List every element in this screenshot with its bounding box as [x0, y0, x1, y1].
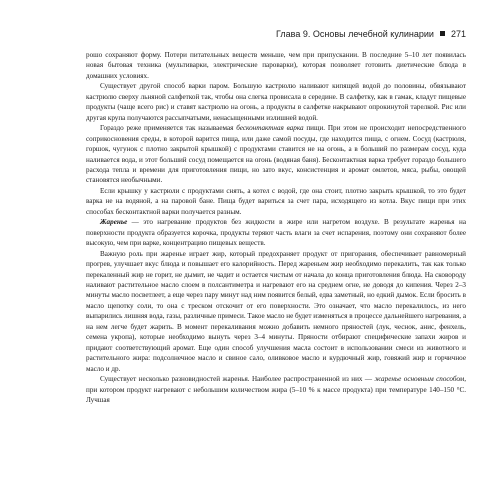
text-run: , при котором продукт нагревают с небольшим количеством жира (5–10 % к массе продукта) при температуре 140–150 °С. Лучшая — [86, 375, 467, 404]
text-run: Существует несколько разновидностей жаренья. Наиболее распространенной из них — — [100, 375, 375, 384]
paragraph-steam-bath: Если крышку у кастрюли с продуктами снять, а котел с водой, где она стоит, плотно закрыть крышкой, то это будет варка не на водяной, а на паровой бане. Пища будет вариться за счет пара, исходящего из котла. Вкус пищи при этих способах бесконтактной варки получается разным. — [86, 186, 466, 216]
text-run: пищи. При этом не происходит непосредственного соприкосновения среды, в которой варится пища, или даже самой посуды, где находится пища, с огнем. Сосуд (кастрюля, горшок, чугунок с плотно закрытой крышкой) с продуктами ставится не на огонь, а в больший по размерам сосуд, куда наливается вода, и этот больший сосуд помещается на огонь (водяная баня). Бесконтактная варка требует гораздо большего расхода тепла и времени для приготовления пищи, но зато вкус, консистенция и аромат омлетов, мяса, рыбы, овощей становятся необычными. — [86, 124, 466, 185]
text-run: Гораздо реже применяется так называемая — [100, 124, 237, 133]
paragraph-frying-fat: Важную роль при жаренье играет жир, который предохраняет продукт от пригорания, обеспечивает равномерный прогрев, улучшает вкус блюда и повышает его калорийность. Перед жареньем жир необходимо перекалить, так как только перекаленный жир не горит, не дымит, не чадит и остается чистым от начала до конца приготовления блюда. На сковороду наливают растительное масло слоем в полсантиметра и нагревают его на среднем огне, не доводя до кипения. Через 2–3 минуты масло посветлеет, а еще через пару минут над ним появится белый, едва заметный, но едкий дымок. Если бросить в масло щепотку соли, то она с треском отскочит от его поверхности. Это означает, что масло перекалилось, из него выпарились лишняя вода, газы, различные примеси. Такое масло не будет изменяться в процессе дальнейшего нагревания, а на нем легче будет жарить. В момент перекаливания можно добавить немного пряностей (лук, чеснок, анис, фенхель, семена укропа), которые необходимо вынуть через 3–4 минуты. Пряности отбирают специфические запахи жиров и придают соответствующий аромат. Еще один способ улучшения масла состоит в использовании смеси из животного и растительного жира: подсолнечное масло и свиное сало, оливковое масло и курдючный жир, говяжий жир и горчичное масло и др. — [86, 249, 466, 373]
paragraph-frying-types — [86, 374, 466, 405]
paragraph-contactless-cooking — [86, 123, 466, 186]
page-number: 271 — [450, 28, 466, 39]
text-run: — это нагревание продуктов без жидкости в жире или нагретом воздухе. В результате жаренья на поверхности продукта образуется корочка, продукты теряют часть влаги за счет испарения, поэтому они сохраняют более высокую, чем при варке, концентрацию пищевых веществ. — [86, 218, 466, 248]
running-header — [226, 26, 466, 41]
page-body — [86, 50, 466, 405]
defined-term: Жаренье — [100, 218, 128, 227]
paragraph-frying-definition — [86, 217, 466, 248]
emphasis-term: бесконтактная варка — [236, 124, 304, 133]
emphasis-term: жаренье основным способом — [374, 375, 465, 384]
paragraph-continued: рошо сохраняют форму. Потери питательных веществ меньше, чем при припускании. В последние 5–10 лет появилась новая бытовая техника (мультиварки, электрические пароварки), которая позволяет готовить диетические блюда в домашних условиях. — [86, 51, 466, 80]
paragraph-steam-cooking: Существует другой способ варки паром. Большую кастрюлю наливают кипящей водой до половины, обвязывают кастрюлю сверху льняной салфеткой так, чтобы она слегка провисала в середине. В салфетку, как в гамак, кладут пищевые продукты (чаще всего рис) и ставят кастрюлю на огонь, а продукты в салфетке накрывают опрокинутой тарелкой. Рис или другая крупа получаются рассыпчатыми, ненасыщенными излишней водой. — [86, 82, 466, 122]
chapter-title: Глава 9. Основы лечебной кулинарии — [276, 28, 434, 39]
square-bullet-icon — [440, 31, 445, 36]
